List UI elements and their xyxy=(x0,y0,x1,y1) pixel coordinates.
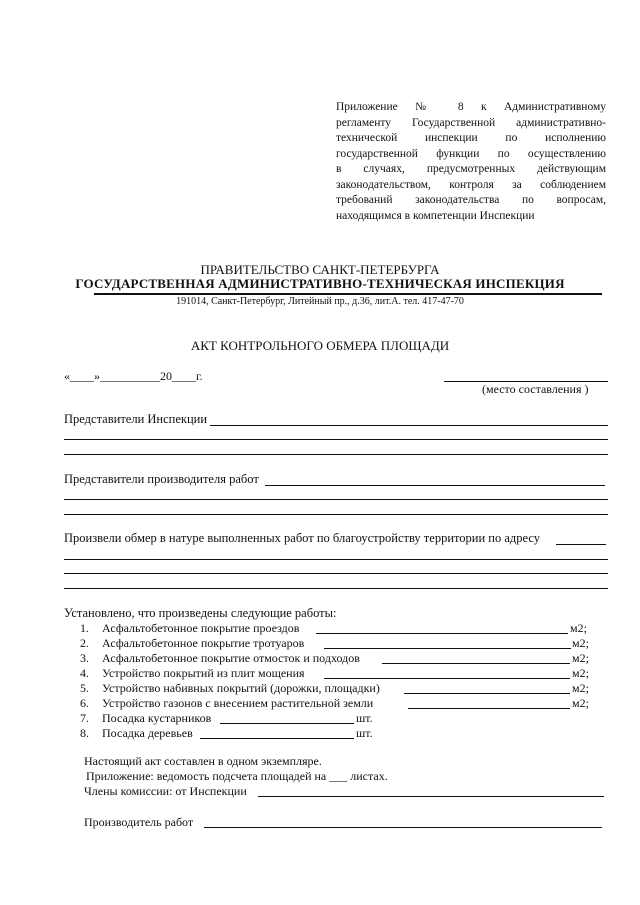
appendix-line: находящимся в компетенции Инспекции xyxy=(336,209,535,222)
measurement-line-4[interactable] xyxy=(64,588,608,589)
work-text: Посадка кустарников xyxy=(102,711,212,725)
work-item xyxy=(80,666,305,681)
inspection-reps-line-2[interactable] xyxy=(64,439,608,440)
inspection-heading: ГОСУДАРСТВЕННАЯ АДМИНИСТРАТИВНО-ТЕХНИЧЕСКАЯ ИНСПЕКЦИЯ xyxy=(75,276,565,291)
work-unit: шт. xyxy=(356,711,373,725)
contractor-reps-line-2[interactable] xyxy=(64,499,608,500)
work-text: Асфальтобетонное покрытие проездов xyxy=(102,621,300,635)
work-text: Асфальтобетонное покрытие отмосток и подходов xyxy=(102,651,360,665)
work-item xyxy=(80,681,380,696)
attachment-note: Приложение: ведомость подсчета площадей на ___ листах. xyxy=(86,769,388,783)
commission-members-input[interactable] xyxy=(258,796,604,797)
work-value-input[interactable] xyxy=(324,678,570,679)
appendix-line: Приложение № 8 к Административному xyxy=(336,101,606,113)
work-num: 5. xyxy=(80,681,89,695)
work-unit: м2; xyxy=(572,651,589,665)
work-text: Устройство покрытий из плит мощения xyxy=(102,666,305,680)
work-unit: м2; xyxy=(572,636,589,650)
contractor-reps-input[interactable] xyxy=(265,485,605,486)
inspection-reps-line-3[interactable] xyxy=(64,454,608,455)
work-value-input[interactable] xyxy=(408,708,570,709)
appendix-line: требований законодательства по вопросам, xyxy=(336,194,606,206)
work-value-input[interactable] xyxy=(200,738,354,739)
work-item xyxy=(80,696,373,711)
contractor-reps-label: Представители производителя работ xyxy=(64,472,259,486)
work-num: 3. xyxy=(80,651,89,665)
work-text: Устройство газонов с внесением растительной земли xyxy=(102,696,374,710)
appendix-line: в случаях, предусмотренных действующим xyxy=(336,163,606,175)
government-heading: ПРАВИТЕЛЬСТВО САНКТ-ПЕТЕРБУРГА xyxy=(200,262,440,277)
producer-input[interactable] xyxy=(204,827,602,828)
work-value-input[interactable] xyxy=(316,633,568,634)
work-text: Устройство набивных покрытий (дорожки, площадки) xyxy=(102,681,380,695)
work-unit: шт. xyxy=(356,726,373,740)
work-unit: м2; xyxy=(572,681,589,695)
measurement-line-3[interactable] xyxy=(64,573,608,574)
work-text: Асфальтобетонное покрытие тротуаров xyxy=(102,636,305,650)
work-num: 7. xyxy=(80,711,89,725)
work-num: 1. xyxy=(80,621,89,635)
work-value-input[interactable] xyxy=(220,723,354,724)
work-item xyxy=(80,651,360,666)
work-num: 2. xyxy=(80,636,89,650)
appendix-line: технической инспекции по исполнению xyxy=(336,132,606,144)
appendix-line: государственной функции по осуществлению xyxy=(336,147,606,160)
work-item xyxy=(80,621,299,636)
work-unit: м2; xyxy=(572,696,589,710)
work-value-input[interactable] xyxy=(404,693,570,694)
appendix-note xyxy=(336,100,606,224)
work-item xyxy=(80,711,211,726)
measurement-address-input[interactable] xyxy=(556,544,606,545)
work-num: 8. xyxy=(80,726,89,740)
works-intro: Установлено, что произведены следующие работы: xyxy=(64,606,337,620)
copies-note: Настоящий акт составлен в одном экземпляре. xyxy=(84,754,322,768)
header-divider xyxy=(94,293,602,295)
work-text: Посадка деревьев xyxy=(102,726,193,740)
work-num: 6. xyxy=(80,696,89,710)
producer-label: Производитель работ xyxy=(84,815,194,829)
inspection-reps-label: Представители Инспекции xyxy=(64,412,208,426)
work-value-input[interactable] xyxy=(324,648,571,649)
measurement-line-2[interactable] xyxy=(64,559,608,560)
inspection-address: 191014, Санкт-Петербург, Литейный пр., д.36, лит.А. тел. 417-47-70 xyxy=(176,296,464,307)
inspection-reps-input[interactable] xyxy=(210,425,608,426)
appendix-line: законодательством, контроля за соблюдением xyxy=(336,178,606,191)
work-item xyxy=(80,726,193,741)
work-num: 4. xyxy=(80,666,89,680)
commission-members-label: Члены комиссии: от Инспекции xyxy=(84,784,247,798)
work-unit: м2; xyxy=(572,666,589,680)
measurement-label: Произвели обмер в натуре выполненных работ по благоустройству территории по адресу xyxy=(64,531,541,545)
appendix-line: регламенту Государственной административно- xyxy=(336,116,606,129)
work-item xyxy=(80,636,304,651)
work-unit: м2; xyxy=(570,621,587,635)
contractor-reps-line-3[interactable] xyxy=(64,514,608,515)
work-value-input[interactable] xyxy=(382,663,570,664)
place-caption: (место составления ) xyxy=(482,382,589,396)
document-title: АКТ КОНТРОЛЬНОГО ОБМЕРА ПЛОЩАДИ xyxy=(190,338,450,353)
date-field[interactable]: «____»__________20____г. xyxy=(64,369,203,383)
